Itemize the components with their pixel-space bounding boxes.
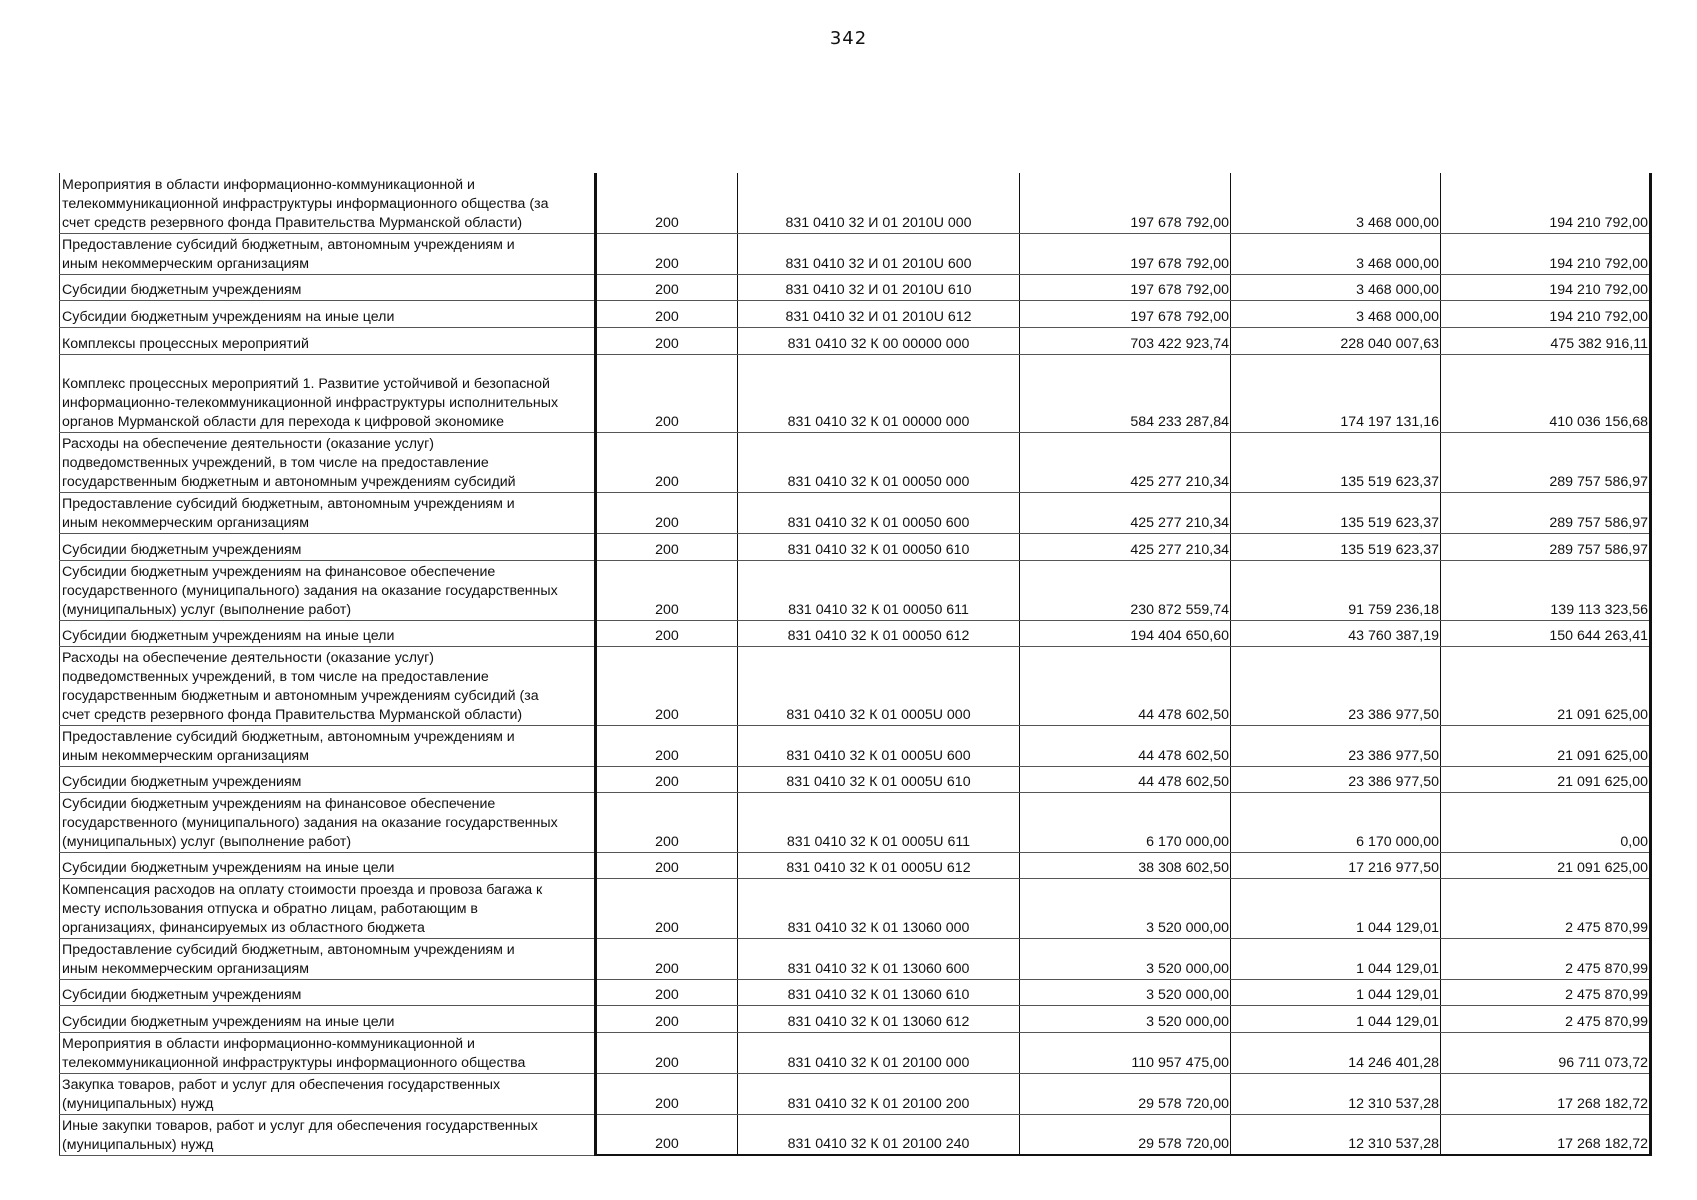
row-amount-plan-cell: 425 277 210,34 [1020, 492, 1231, 533]
row-name-cell: Субсидии бюджетным учреждениям на иные цели [60, 620, 596, 646]
row-amount-plan-cell: 197 678 792,00 [1020, 173, 1231, 233]
row-name-cell: Расходы на обеспечение деятельности (оказание услуг) подведомственных учреждений, в том числе на предоставление государственным бюджетным и автономным учреждениям субсидий [60, 432, 596, 492]
row-name-cell: Предоставление субсидий бюджетным, автономным учреждениям и иным некоммерческим организациям [60, 492, 596, 533]
row-amount-plan-cell: 425 277 210,34 [1020, 533, 1231, 560]
row-kbk-cell: 831 0410 32 К 01 0005U 000 [738, 646, 1020, 725]
row-name-cell: Мероприятия в области информационно-коммуникационной и телекоммуникационной инфраструктуры информационного общества (за счет средств резервного фонда Правительства Мурманской области) [60, 173, 596, 233]
row-code-cell: 200 [596, 979, 738, 1005]
row-name-cell: Субсидии бюджетным учреждениям [60, 274, 596, 300]
row-name-cell: Расходы на обеспечение деятельности (оказание услуг) подведомственных учреждений, в том числе на предоставление государственным бюджетным и автономным учреждениям субсидий (за счет средств резервного фонда Правительства Мурманской области) [60, 646, 596, 725]
budget-table-body [60, 173, 1651, 1155]
row-code-cell: 200 [596, 354, 738, 432]
row-amount-remaining-cell: 21 091 625,00 [1441, 766, 1651, 792]
row-amount-executed-cell: 174 197 131,16 [1231, 354, 1441, 432]
row-kbk-cell: 831 0410 32 К 01 00050 600 [738, 492, 1020, 533]
row-code-cell: 200 [596, 327, 738, 354]
row-code-cell: 200 [596, 620, 738, 646]
row-code-cell: 200 [596, 646, 738, 725]
row-amount-remaining-cell: 410 036 156,68 [1441, 354, 1651, 432]
table-row [60, 792, 1651, 852]
row-code-cell: 200 [596, 1073, 738, 1114]
table-row [60, 173, 1651, 233]
row-kbk-cell: 831 0410 32 И 01 2010U 610 [738, 274, 1020, 300]
row-amount-executed-cell: 14 246 401,28 [1231, 1032, 1441, 1073]
page-number: 342 [829, 28, 868, 49]
row-amount-remaining-cell: 194 210 792,00 [1441, 274, 1651, 300]
row-kbk-cell: 831 0410 32 И 01 2010U 612 [738, 300, 1020, 327]
table-row [60, 852, 1651, 878]
row-name-cell: Субсидии бюджетным учреждениям на иные цели [60, 300, 596, 327]
row-amount-executed-cell: 6 170 000,00 [1231, 792, 1441, 852]
row-kbk-cell: 831 0410 32 К 01 13060 000 [738, 878, 1020, 938]
row-amount-remaining-cell: 475 382 916,11 [1441, 327, 1651, 354]
row-code-cell: 200 [596, 766, 738, 792]
row-amount-executed-cell: 17 216 977,50 [1231, 852, 1441, 878]
row-amount-plan-cell: 584 233 287,84 [1020, 354, 1231, 432]
row-amount-remaining-cell: 289 757 586,97 [1441, 432, 1651, 492]
row-amount-remaining-cell: 21 091 625,00 [1441, 852, 1651, 878]
row-amount-remaining-cell: 2 475 870,99 [1441, 1005, 1651, 1032]
row-name-cell: Мероприятия в области информационно-коммуникационной и телекоммуникационной инфраструктуры информационного общества [60, 1032, 596, 1073]
row-kbk-cell: 831 0410 32 К 01 00050 611 [738, 560, 1020, 620]
table-row [60, 938, 1651, 979]
row-name-cell: Субсидии бюджетным учреждениям [60, 533, 596, 560]
row-amount-executed-cell: 135 519 623,37 [1231, 432, 1441, 492]
row-kbk-cell: 831 0410 32 К 01 13060 600 [738, 938, 1020, 979]
row-amount-executed-cell: 228 040 007,63 [1231, 327, 1441, 354]
row-amount-executed-cell: 23 386 977,50 [1231, 766, 1441, 792]
table-row [60, 878, 1651, 938]
row-kbk-cell: 831 0410 32 К 01 20100 200 [738, 1073, 1020, 1114]
row-code-cell: 200 [596, 560, 738, 620]
row-amount-remaining-cell: 17 268 182,72 [1441, 1114, 1651, 1155]
row-amount-remaining-cell: 2 475 870,99 [1441, 878, 1651, 938]
table-row [60, 1005, 1651, 1032]
row-amount-plan-cell: 44 478 602,50 [1020, 766, 1231, 792]
row-code-cell: 200 [596, 300, 738, 327]
row-amount-plan-cell: 44 478 602,50 [1020, 725, 1231, 766]
table-row [60, 620, 1651, 646]
table-row [60, 274, 1651, 300]
row-kbk-cell: 831 0410 32 И 01 2010U 000 [738, 173, 1020, 233]
row-name-cell: Компенсация расходов на оплату стоимости проезда и провоза багажа к месту использования отпуска и обратно лицам, работающим в организациях, финансируемых из областного бюджета [60, 878, 596, 938]
row-amount-executed-cell: 1 044 129,01 [1231, 979, 1441, 1005]
row-amount-plan-cell: 29 578 720,00 [1020, 1114, 1231, 1155]
row-amount-plan-cell: 44 478 602,50 [1020, 646, 1231, 725]
row-kbk-cell: 831 0410 32 К 01 00050 612 [738, 620, 1020, 646]
row-name-cell: Субсидии бюджетным учреждениям на иные цели [60, 852, 596, 878]
row-name-cell: Субсидии бюджетным учреждениям на финансовое обеспечение государственного (муниципального) задания на оказание государственных (муниципальных) услуг (выполнение работ) [60, 560, 596, 620]
row-amount-remaining-cell: 21 091 625,00 [1441, 725, 1651, 766]
row-amount-remaining-cell: 289 757 586,97 [1441, 492, 1651, 533]
row-amount-executed-cell: 135 519 623,37 [1231, 492, 1441, 533]
row-name-cell: Предоставление субсидий бюджетным, автономным учреждениям и иным некоммерческим организациям [60, 725, 596, 766]
table-row [60, 432, 1651, 492]
row-kbk-cell: 831 0410 32 К 01 0005U 612 [738, 852, 1020, 878]
table-row [60, 492, 1651, 533]
table-row [60, 327, 1651, 354]
row-amount-remaining-cell: 139 113 323,56 [1441, 560, 1651, 620]
table-row [60, 1114, 1651, 1155]
row-code-cell: 200 [596, 492, 738, 533]
table-row [60, 1073, 1651, 1114]
row-amount-executed-cell: 3 468 000,00 [1231, 300, 1441, 327]
row-name-cell: Субсидии бюджетным учреждениям [60, 766, 596, 792]
row-code-cell: 200 [596, 274, 738, 300]
row-code-cell: 200 [596, 792, 738, 852]
row-kbk-cell: 831 0410 32 К 01 13060 612 [738, 1005, 1020, 1032]
row-name-cell: Предоставление субсидий бюджетным, автономным учреждениям и иным некоммерческим организациям [60, 938, 596, 979]
row-amount-executed-cell: 12 310 537,28 [1231, 1073, 1441, 1114]
row-amount-remaining-cell: 96 711 073,72 [1441, 1032, 1651, 1073]
row-amount-plan-cell: 38 308 602,50 [1020, 852, 1231, 878]
row-kbk-cell: 831 0410 32 К 01 0005U 611 [738, 792, 1020, 852]
row-code-cell: 200 [596, 533, 738, 560]
row-code-cell: 200 [596, 173, 738, 233]
row-amount-remaining-cell: 17 268 182,72 [1441, 1073, 1651, 1114]
row-amount-plan-cell: 194 404 650,60 [1020, 620, 1231, 646]
row-amount-plan-cell: 197 678 792,00 [1020, 274, 1231, 300]
row-name-cell: Комплексы процессных мероприятий [60, 327, 596, 354]
row-amount-remaining-cell: 194 210 792,00 [1441, 233, 1651, 274]
row-amount-executed-cell: 3 468 000,00 [1231, 173, 1441, 233]
budget-table [59, 173, 1652, 1156]
row-code-cell: 200 [596, 432, 738, 492]
row-amount-executed-cell: 3 468 000,00 [1231, 274, 1441, 300]
row-amount-plan-cell: 3 520 000,00 [1020, 878, 1231, 938]
row-amount-plan-cell: 197 678 792,00 [1020, 233, 1231, 274]
row-amount-executed-cell: 12 310 537,28 [1231, 1114, 1441, 1155]
table-row [60, 725, 1651, 766]
row-amount-executed-cell: 1 044 129,01 [1231, 1005, 1441, 1032]
row-name-cell: Предоставление субсидий бюджетным, автономным учреждениям и иным некоммерческим организациям [60, 233, 596, 274]
row-amount-executed-cell: 23 386 977,50 [1231, 725, 1441, 766]
row-code-cell: 200 [596, 1032, 738, 1073]
row-name-cell: Иные закупки товаров, работ и услуг для обеспечения государственных (муниципальных) нужд [60, 1114, 596, 1155]
row-kbk-cell: 831 0410 32 К 01 20100 000 [738, 1032, 1020, 1073]
row-amount-plan-cell: 425 277 210,34 [1020, 432, 1231, 492]
row-kbk-cell: 831 0410 32 К 01 20100 240 [738, 1114, 1020, 1155]
row-amount-plan-cell: 3 520 000,00 [1020, 979, 1231, 1005]
row-amount-plan-cell: 197 678 792,00 [1020, 300, 1231, 327]
row-kbk-cell: 831 0410 32 И 01 2010U 600 [738, 233, 1020, 274]
row-amount-plan-cell: 110 957 475,00 [1020, 1032, 1231, 1073]
row-amount-executed-cell: 43 760 387,19 [1231, 620, 1441, 646]
table-row [60, 1032, 1651, 1073]
table-row [60, 533, 1651, 560]
row-amount-remaining-cell: 0,00 [1441, 792, 1651, 852]
row-amount-executed-cell: 1 044 129,01 [1231, 878, 1441, 938]
table-row [60, 300, 1651, 327]
row-name-cell: Закупка товаров, работ и услуг для обеспечения государственных (муниципальных) нужд [60, 1073, 596, 1114]
row-amount-executed-cell: 3 468 000,00 [1231, 233, 1441, 274]
row-amount-plan-cell: 703 422 923,74 [1020, 327, 1231, 354]
row-code-cell: 200 [596, 725, 738, 766]
row-amount-remaining-cell: 289 757 586,97 [1441, 533, 1651, 560]
row-code-cell: 200 [596, 878, 738, 938]
row-amount-plan-cell: 230 872 559,74 [1020, 560, 1231, 620]
row-name-cell: Субсидии бюджетным учреждениям [60, 979, 596, 1005]
row-amount-executed-cell: 1 044 129,01 [1231, 938, 1441, 979]
table-row [60, 560, 1651, 620]
row-code-cell: 200 [596, 938, 738, 979]
row-amount-executed-cell: 135 519 623,37 [1231, 533, 1441, 560]
row-amount-executed-cell: 91 759 236,18 [1231, 560, 1441, 620]
row-amount-remaining-cell: 194 210 792,00 [1441, 173, 1651, 233]
row-name-cell: Комплекс процессных мероприятий 1. Развитие устойчивой и безопасной информационно-телекоммуникационной инфраструктуры исполнительных органов Мурманской области для перехода к цифровой экономике [60, 354, 596, 432]
row-kbk-cell: 831 0410 32 К 01 13060 610 [738, 979, 1020, 1005]
row-amount-plan-cell: 6 170 000,00 [1020, 792, 1231, 852]
table-row [60, 354, 1651, 432]
row-name-cell: Субсидии бюджетным учреждениям на иные цели [60, 1005, 596, 1032]
table-row [60, 233, 1651, 274]
row-kbk-cell: 831 0410 32 К 01 0005U 610 [738, 766, 1020, 792]
row-code-cell: 200 [596, 1005, 738, 1032]
row-kbk-cell: 831 0410 32 К 00 00000 000 [738, 327, 1020, 354]
row-amount-plan-cell: 3 520 000,00 [1020, 938, 1231, 979]
row-amount-executed-cell: 23 386 977,50 [1231, 646, 1441, 725]
row-code-cell: 200 [596, 233, 738, 274]
row-code-cell: 200 [596, 852, 738, 878]
row-kbk-cell: 831 0410 32 К 01 0005U 600 [738, 725, 1020, 766]
row-code-cell: 200 [596, 1114, 738, 1155]
row-amount-remaining-cell: 21 091 625,00 [1441, 646, 1651, 725]
row-amount-plan-cell: 3 520 000,00 [1020, 1005, 1231, 1032]
table-row [60, 646, 1651, 725]
row-name-cell: Субсидии бюджетным учреждениям на финансовое обеспечение государственного (муниципального) задания на оказание государственных (муниципальных) услуг (выполнение работ) [60, 792, 596, 852]
row-amount-remaining-cell: 150 644 263,41 [1441, 620, 1651, 646]
row-kbk-cell: 831 0410 32 К 01 00050 000 [738, 432, 1020, 492]
row-amount-remaining-cell: 194 210 792,00 [1441, 300, 1651, 327]
row-amount-remaining-cell: 2 475 870,99 [1441, 979, 1651, 1005]
row-kbk-cell: 831 0410 32 К 01 00050 610 [738, 533, 1020, 560]
row-amount-plan-cell: 29 578 720,00 [1020, 1073, 1231, 1114]
row-amount-remaining-cell: 2 475 870,99 [1441, 938, 1651, 979]
table-row [60, 766, 1651, 792]
table-row [60, 979, 1651, 1005]
row-kbk-cell: 831 0410 32 К 01 00000 000 [738, 354, 1020, 432]
